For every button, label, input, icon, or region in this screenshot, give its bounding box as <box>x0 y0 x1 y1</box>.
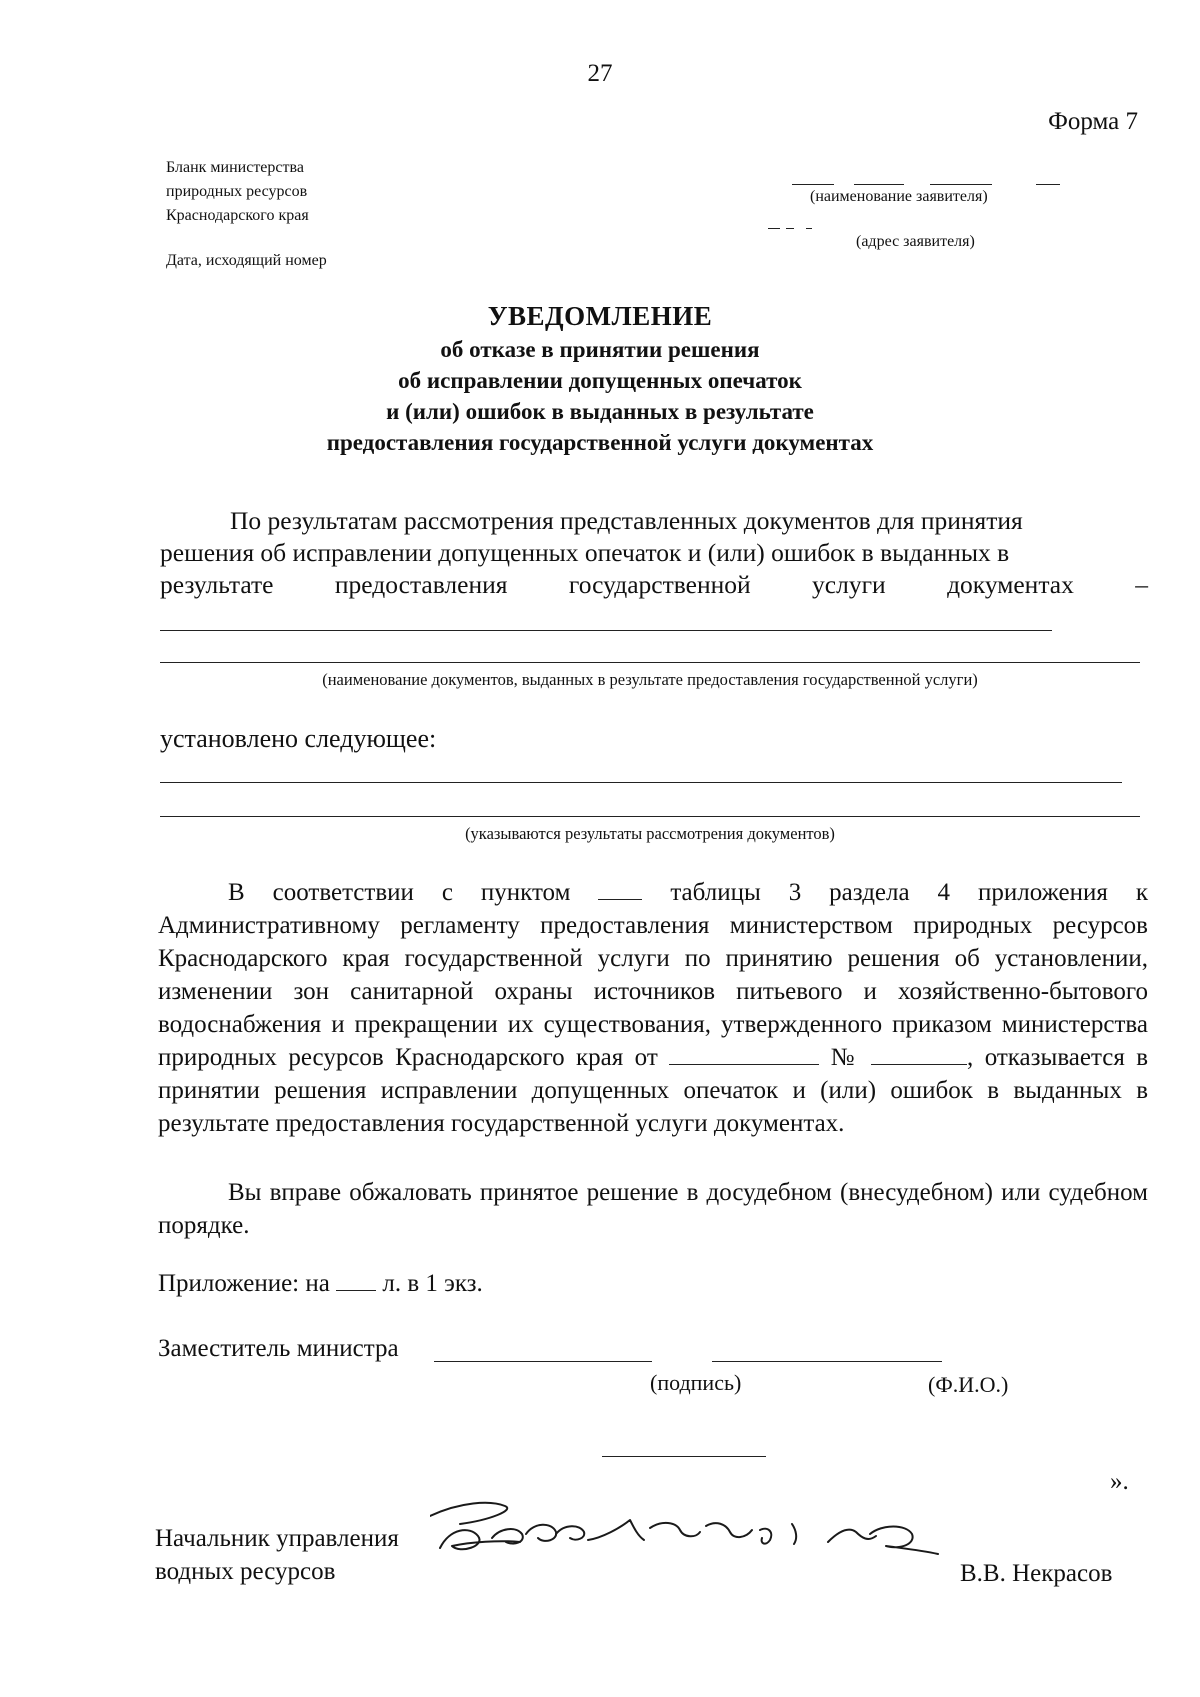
letterhead <box>166 156 426 228</box>
paragraph1-line3: результате предоставления государственной услуги документах – <box>160 570 1148 599</box>
documents-caption: (наименование документов, выданных в результате предоставления государственной услуги) <box>322 670 978 689</box>
handwritten-signature <box>430 1498 950 1588</box>
documents-fill-line <box>160 630 1052 631</box>
head-name: В.В. Некрасов <box>960 1560 1113 1587</box>
attachment-suffix: л. в 1 экз. <box>382 1270 483 1297</box>
separator-line <box>602 1456 766 1457</box>
attachment-pages-blank <box>336 1268 376 1291</box>
results-fill-line <box>160 782 1122 783</box>
order-date-blank <box>669 1042 819 1065</box>
results-fill-line <box>160 816 1140 817</box>
letterhead-line: Краснодарского края <box>166 207 309 224</box>
title-line: и (или) ошибок в выданных в результате <box>386 399 814 424</box>
title-line: предоставления государственной услуги документах <box>326 430 874 455</box>
attachment-prefix: Приложение: на <box>158 1270 330 1297</box>
order-number-blank <box>871 1042 967 1065</box>
applicant-address-line <box>806 228 812 229</box>
title-line: об исправлении допущенных опечаток <box>398 368 802 393</box>
applicant-name-caption: (наименование заявителя) <box>810 188 988 205</box>
applicant-address-line <box>768 228 780 229</box>
paragraph2 <box>158 876 1148 1140</box>
head-title-line2: водных ресурсов <box>155 1558 336 1585</box>
paragraph2-part4: , отказывается в принятии решения исправлении допущенных опечаток и (или) ошибок в выданных в результате предоставления государственной услуги документах. <box>158 1044 1149 1137</box>
applicant-address-caption: (адрес заявителя) <box>856 233 975 250</box>
paragraph2-part2: таблицы 3 раздела 4 приложения к Административному регламенту предоставления министерством природных ресурсов Краснодарского края государственной услуги по принятию решения об установлении, изменении зон санитарной охраны источников питьевого и хозяйственно-бытового водоснабжения и прекращении их существования, утвержденного приказом министерства природных ресурсов Краснодарского края от <box>158 879 1148 1071</box>
letterhead-line: Бланк министерства <box>166 159 304 176</box>
paragraph1-line2: решения об исправлении допущенных опечаток и (или) ошибок в выданных в <box>160 538 1010 567</box>
date-number-label: Дата, исходящий номер <box>166 252 327 269</box>
signature-caption: (подпись) <box>650 1370 742 1395</box>
document-title <box>0 298 1200 458</box>
title-main: УВЕДОМЛЕНИЕ <box>487 301 713 331</box>
documents-fill-line <box>160 662 1140 663</box>
closing-quote: ». <box>1110 1468 1129 1495</box>
paragraph2-part1: В соответствии с пунктом <box>228 879 571 906</box>
title-line: об отказе в принятии решения <box>440 337 760 362</box>
applicant-name-line <box>1036 184 1060 185</box>
paragraph2-part3: № <box>830 1044 860 1071</box>
applicant-name-line <box>854 184 904 185</box>
established-label: установлено следующее: <box>160 724 437 753</box>
page-number: 27 <box>587 60 613 87</box>
deputy-minister-label: Заместитель министра <box>158 1335 399 1362</box>
applicant-address-line <box>786 228 794 229</box>
deputy-signature-line <box>434 1361 652 1362</box>
head-title-line1: Начальник управления <box>155 1525 399 1552</box>
applicant-name-line <box>792 184 834 185</box>
applicant-name-line <box>930 184 992 185</box>
results-caption: (указываются результаты рассмотрения документов) <box>465 824 835 843</box>
name-caption: (Ф.И.О.) <box>928 1372 1009 1397</box>
paragraph1-line1: По результатам рассмотрения представленных документов для принятия <box>230 506 1023 535</box>
attachment <box>158 1268 483 1298</box>
form-label: Форма 7 <box>1048 108 1138 135</box>
paragraph3 <box>158 1176 1148 1242</box>
deputy-name-line <box>712 1361 942 1362</box>
letterhead-line: природных ресурсов <box>166 183 308 200</box>
paragraph3-text: Вы вправе обжаловать принятое решение в досудебном (внесудебном) или судебном порядке. <box>158 1179 1148 1239</box>
clause-number-blank <box>598 877 642 900</box>
